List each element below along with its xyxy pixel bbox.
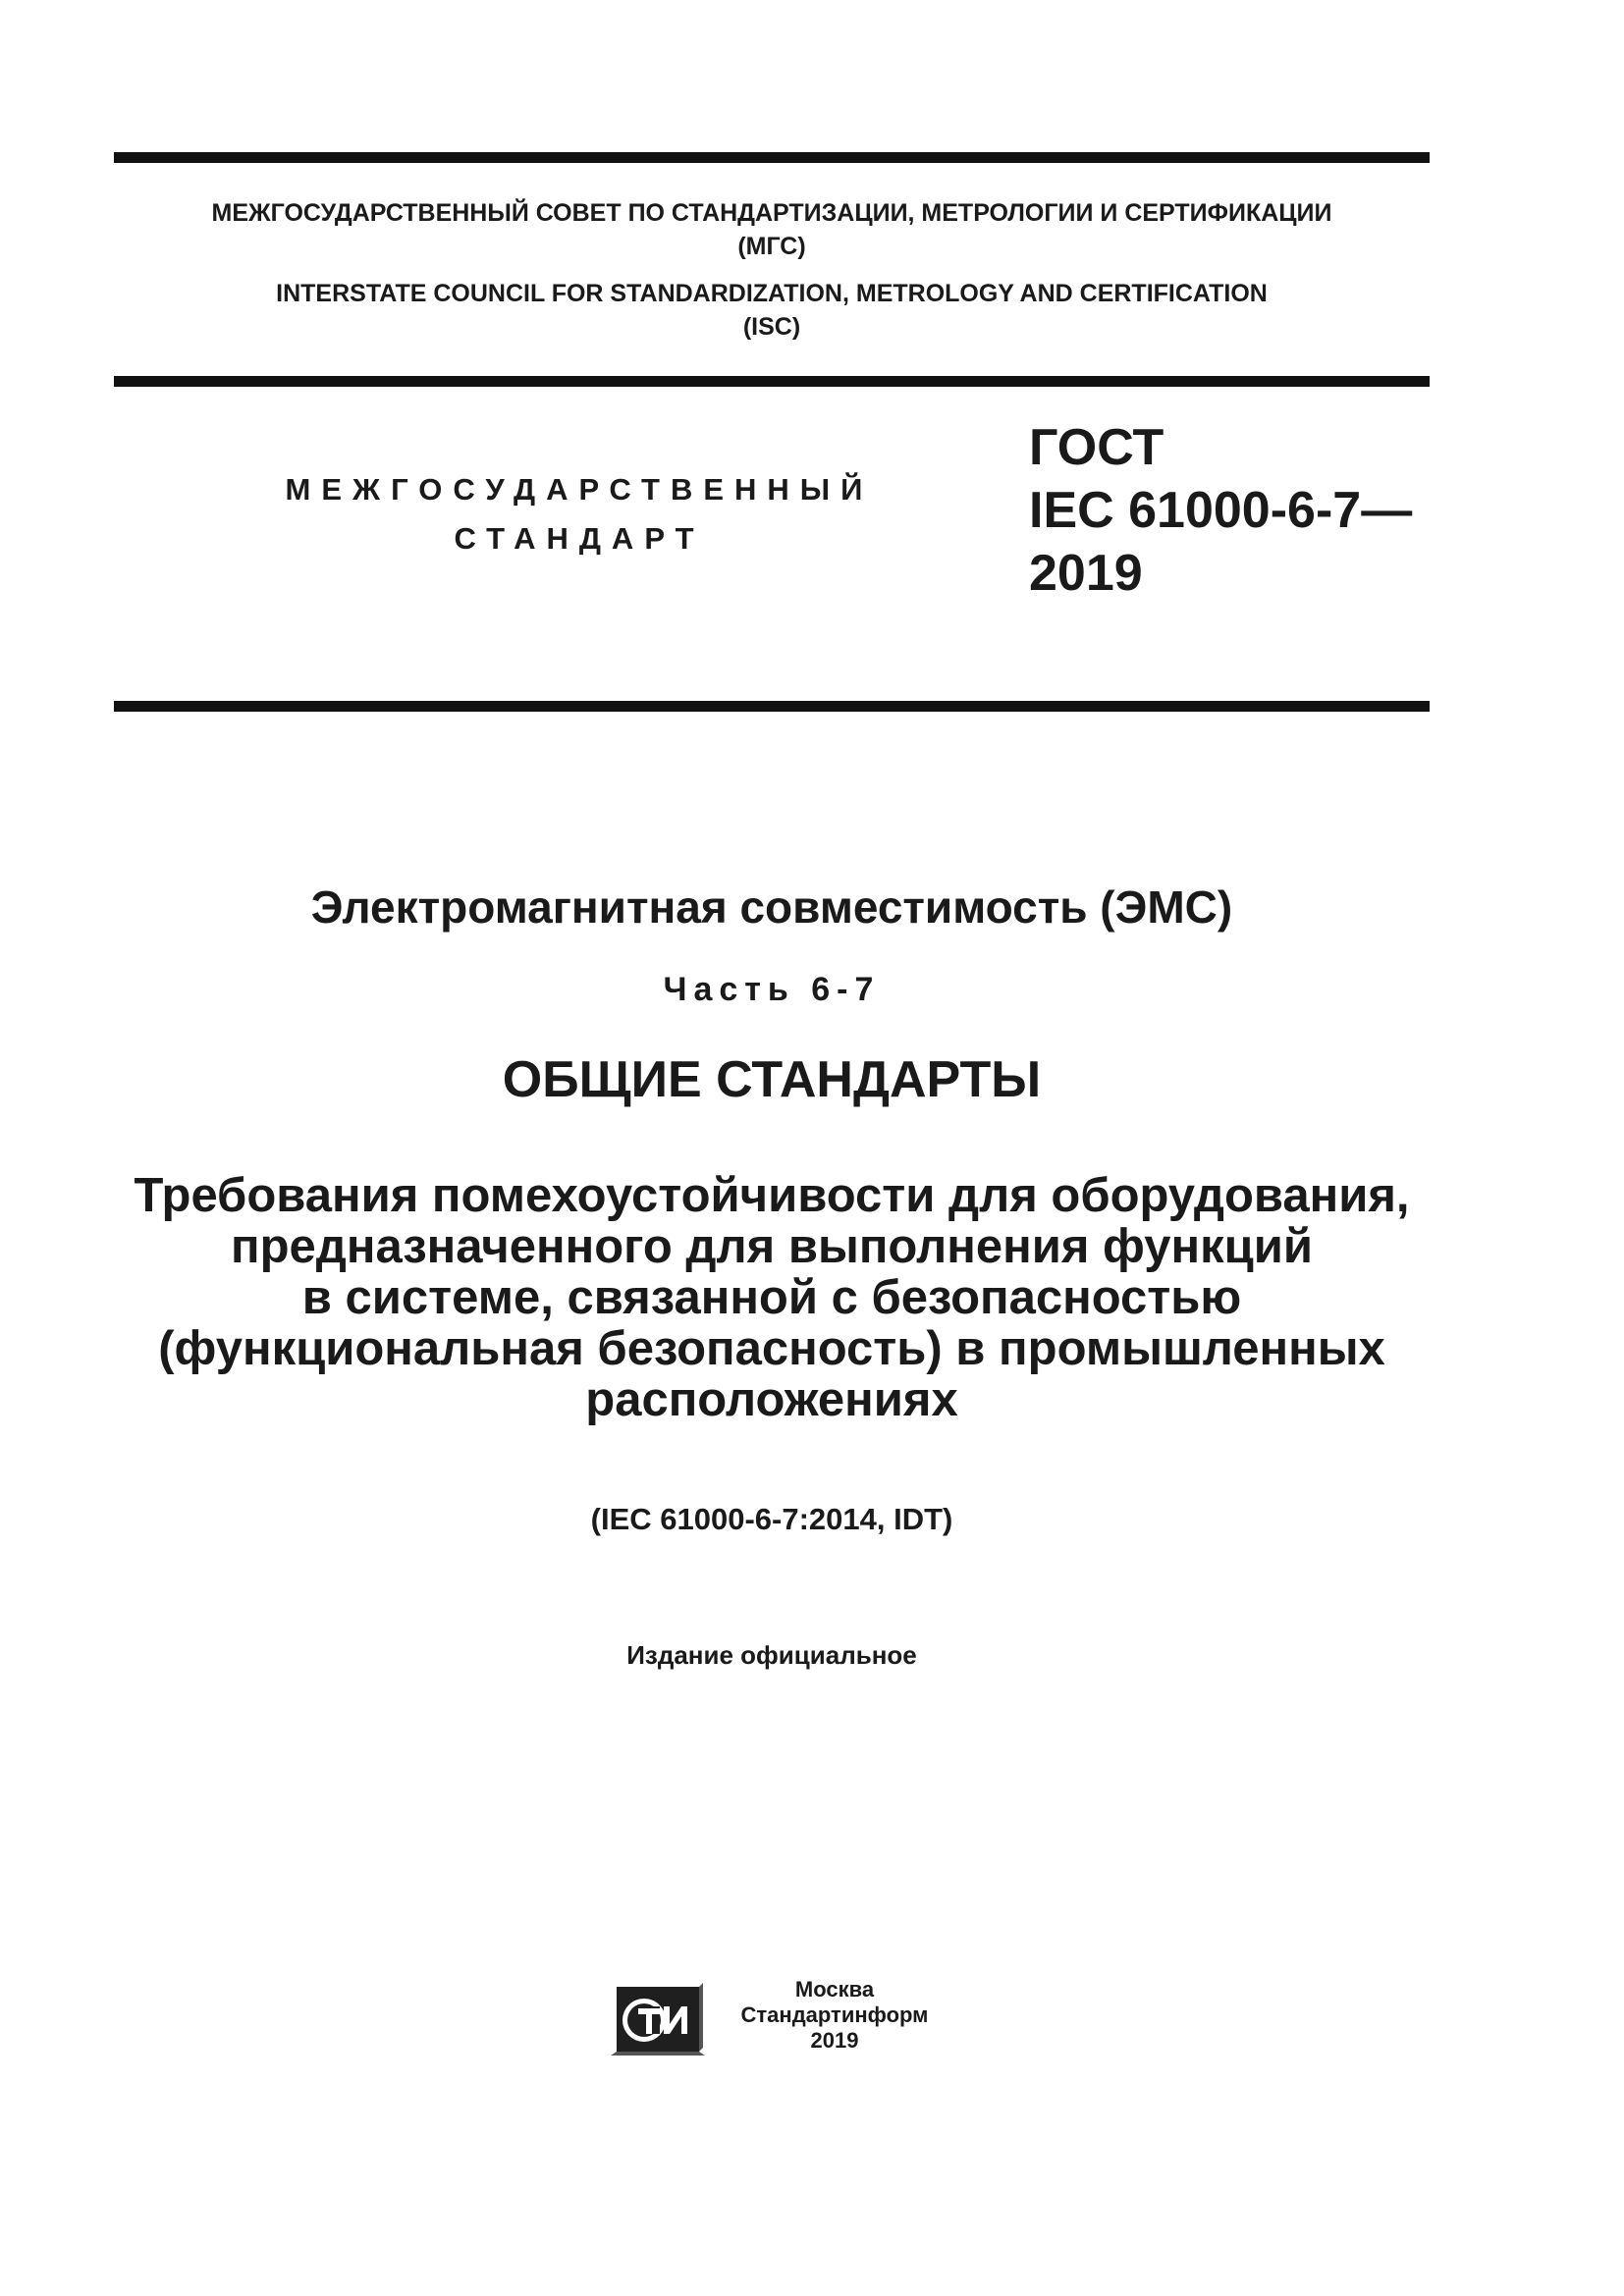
description-line: расположениях — [585, 1373, 958, 1426]
document-title: Электромагнитная совместимость (ЭМС) — [310, 881, 1233, 933]
part-number: Часть 6-7 — [663, 971, 881, 1008]
standard-kind-line-2: СТАНДАРТ — [454, 521, 705, 556]
standard-kind — [157, 465, 1001, 563]
header-divider-rule — [114, 376, 1430, 387]
council-name-ru — [114, 196, 1430, 263]
description-line: в системе, связанной с безопасностью — [301, 1271, 1242, 1324]
edition-note: Издание официальное — [626, 1640, 917, 1670]
iec-reference: (IEC 61000-6-7:2014, IDT) — [590, 1502, 953, 1536]
designation-line-2: IEC 61000-6-7— — [1029, 482, 1413, 539]
publisher-name: Стандартинформ — [740, 2002, 929, 2027]
council-ru-line-1: МЕЖГОСУДАРСТВЕННЫЙ СОВЕТ ПО СТАНДАРТИЗАЦИИ, МЕТРОЛОГИИ И СЕРТИФИКАЦИИ — [211, 199, 1332, 227]
standard-kind-line-1: МЕЖГОСУДАРСТВЕННЫЙ — [285, 472, 874, 507]
designation-line-3: 2019 — [1029, 545, 1143, 602]
council-en-line-1: INTERSTATE COUNCIL FOR STANDARDIZATION, METROLOGY AND CERTIFICATION — [276, 280, 1268, 307]
designation-line-1: ГОСТ — [1029, 419, 1164, 476]
description-line: предназначенного для выполнения функций — [230, 1220, 1314, 1273]
standard-designation — [1029, 416, 1412, 605]
document-description — [114, 1170, 1430, 1425]
description-line: (функциональная безопасность) в промышленных — [158, 1322, 1385, 1375]
description-line: Требования помехоустойчивости для оборудования, — [134, 1169, 1410, 1222]
top-rule — [114, 152, 1430, 163]
standartinform-logo-icon — [611, 1979, 705, 2056]
publisher-year: 2019 — [810, 2028, 859, 2053]
designation-divider-rule — [114, 701, 1430, 712]
publisher-city: Москва — [794, 1977, 875, 2002]
council-en-line-2: (ISC) — [742, 313, 801, 341]
publisher-block — [727, 1977, 943, 2054]
council-ru-line-2: (МГС) — [737, 233, 806, 260]
council-name-en — [114, 277, 1430, 344]
document-subtitle: ОБЩИЕ СТАНДАРТЫ — [502, 1051, 1042, 1108]
